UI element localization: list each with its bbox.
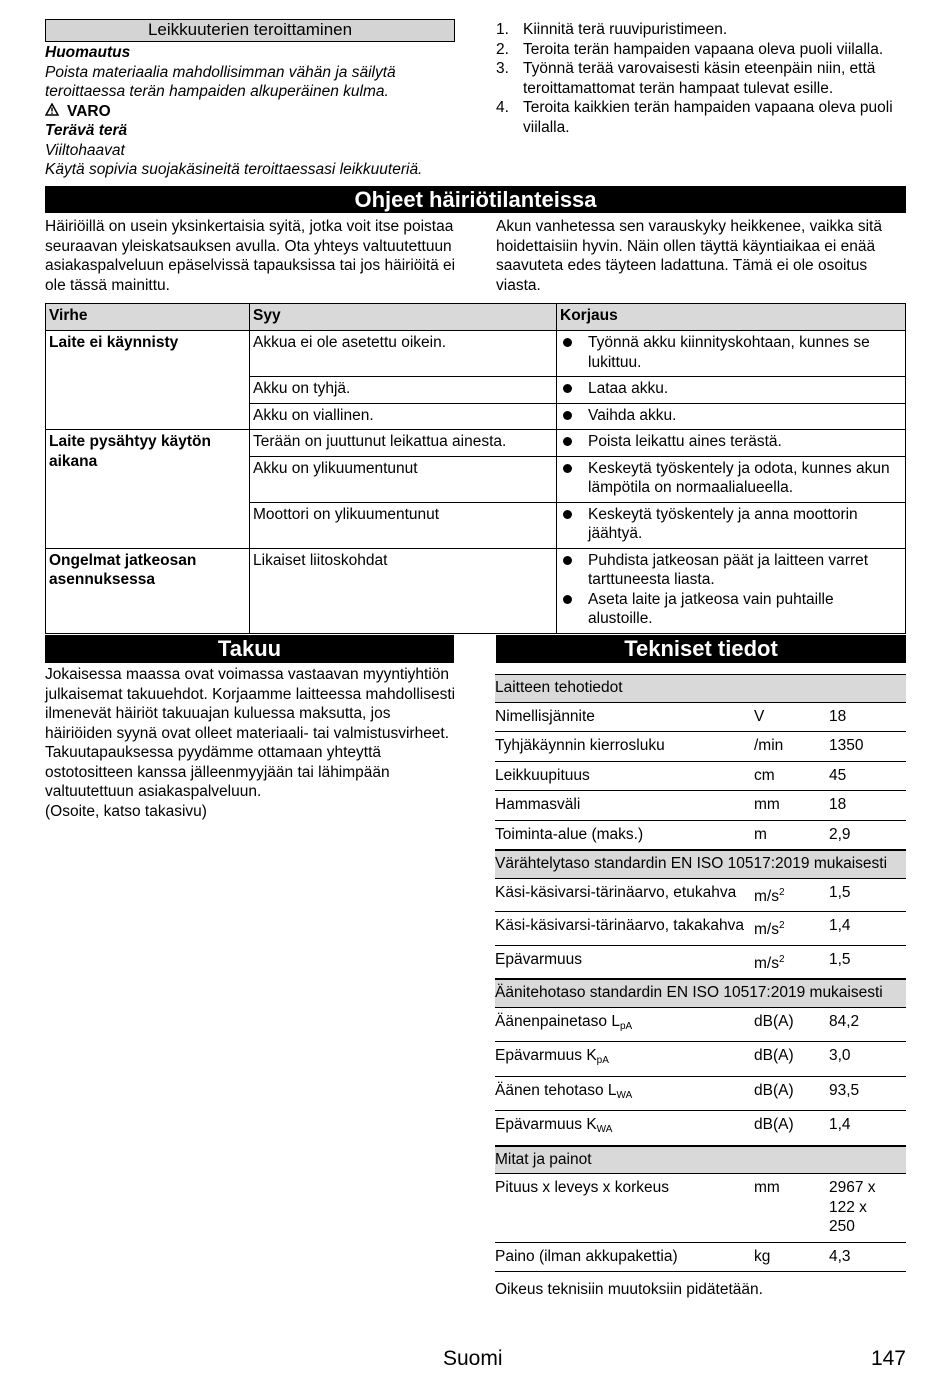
korjaus-cell: Keskeytä työskentely ja odota, kunnes akun lämpötila on normaalialueella. — [557, 456, 906, 502]
tech-row: Leikkuupituus cm 45 — [495, 762, 906, 792]
tech-row: Epävarmuus $K_{WA}$ dB(A) 1,4 — [495, 1111, 906, 1146]
bullet-icon — [563, 510, 572, 519]
table-row — [46, 331, 906, 377]
tech-section-vibration: Värähtelytaso standardin EN ISO 10517:2019 mukaisesti — [495, 850, 906, 879]
tech-row: Epävarmuus $K_{pA}$ dB(A) 3,0 — [495, 1042, 906, 1077]
bullet-icon — [563, 556, 572, 565]
syy-cell: Akku on tyhjä. — [250, 377, 557, 404]
tech-row: Paino (ilman akkupakettia) kg 4,3 — [495, 1243, 906, 1273]
virhe-cell: Laite pysähtyy käytön aikana — [46, 430, 250, 549]
tech-row: Käsi-käsivarsi-tärinäarvo, takakahva $m/s^2$ 1,4 — [495, 912, 906, 946]
trouble-table — [45, 303, 906, 634]
tech-section-dimensions: Mitat ja painot — [495, 1146, 906, 1175]
tech-row: Toiminta-alue (maks.) m 2,9 — [495, 821, 906, 851]
bullet-icon — [563, 464, 572, 473]
warning-label: VARO — [67, 102, 111, 120]
warning-text: Käytä sopivia suojakäsineitä teroittaessasi leikkuuteriä. — [45, 161, 423, 178]
warning-title: Terävä terä — [45, 122, 128, 139]
tech-footnote: Oikeus teknisiin muutoksiin pidätetään. — [495, 1281, 763, 1298]
korjaus-cell: Puhdista jatkeosan päät ja laitteen varret tarttuneesta liasta. Aseta laite ja jatkeosa vain puhtaille alustoille. — [557, 548, 906, 633]
tech-section-power: Laitteen tehotiedot — [495, 674, 906, 703]
virhe-cell: Laite ei käynnisty — [46, 331, 250, 430]
syy-cell: Terään on juuttunut leikattua ainesta. — [250, 430, 557, 457]
bullet-icon — [563, 338, 572, 347]
tech-row: Äänen tehotaso $L_{WA}$ dB(A) 93,5 — [495, 1077, 906, 1112]
sharpening-steps — [496, 20, 906, 137]
syy-cell: Akku on ylikuumentunut — [250, 456, 557, 502]
tech-row: Epävarmuus $m/s^2$ 1,5 — [495, 946, 906, 980]
table-header-row — [46, 304, 906, 331]
korjaus-cell: Työnnä akku kiinnityskohtaan, kunnes se lukittuu. — [557, 331, 906, 377]
tech-row: Käsi-käsivarsi-tärinäarvo, etukahva $m/s^2$ 1,5 — [495, 879, 906, 913]
sharpening-note — [45, 43, 457, 180]
tech-table — [495, 674, 906, 1300]
header-virhe: Virhe — [46, 304, 250, 331]
page-number: 147 — [870, 1347, 906, 1370]
syy-cell: Akku on viallinen. — [250, 403, 557, 430]
korjaus-cell: Keskeytä työskentely ja anna moottorin jäähtyä. — [557, 502, 906, 548]
tech-row: Äänenpainetaso $L_{pA}$ dB(A) 84,2 — [495, 1008, 906, 1043]
warranty-title: Takuu — [45, 635, 454, 663]
tech-row: Nimellisjännite V 18 — [495, 703, 906, 733]
step-item: 2. Teroita terän hampaiden vapaana oleva puoli viilalla. — [496, 40, 884, 58]
sharpening-title: Leikkuuterien teroittaminen — [45, 19, 455, 42]
note-label: Huomautus — [45, 44, 131, 61]
warranty-text — [45, 665, 456, 821]
warranty-address: (Osoite, katso takasivu) — [45, 802, 207, 820]
warranty-body: Jokaisessa maassa ovat voimassa vastaavan myyntiyhtiön julkaisemat takuuehdot. Korjaamme laitteessa mahdollisesti ilmenevät häiriöt takuuajan kuluessa maksutta, jos häiriöiden syynä ovat olleet materiaali- tai valmistusvirheet. Takuutapauksessa pyydämme ottamaan yhteyttä ostotositteen kanssa jälleenmyyjään tai lähimpään valtuutettuun asiakaspalveluun. — [45, 666, 456, 800]
header-syy: Syy — [250, 304, 557, 331]
footer-language: Suomi — [443, 1347, 503, 1370]
warning-sub: Viiltohaavat — [45, 141, 125, 159]
korjaus-cell: Lataa akku. — [557, 377, 906, 404]
korjaus-cell: Vaihda akku. — [557, 403, 906, 430]
tech-row: Pituus x leveys x korkeus mm 2967 x 122 x 250 — [495, 1174, 906, 1243]
note-text: Poista materiaalia mahdollisimman vähän ja säilytä teroittaessa terän hampaiden alkuperäinen kulma. — [45, 63, 396, 100]
step-item: 4. Teroita kaikkien terän hampaiden vapaana oleva puoli viilalla. — [496, 99, 893, 136]
bullet-icon — [563, 411, 572, 420]
syy-cell: Moottori on ylikuumentunut — [250, 502, 557, 548]
trouble-title: Ohjeet häiriötilanteissa — [45, 186, 906, 213]
virhe-cell: Ongelmat jatkeosan asennuksessa — [46, 548, 250, 633]
trouble-intro-right: Akun vanhetessa sen varauskyky heikkenee, vaikka sitä hoidettaisiin hyvin. Näin ollen täyttä käyntiaikaa ei enää saavuteta edes täyteen ladattuna. Tämä ei ole osoitus viasta. — [496, 218, 882, 294]
table-row — [46, 548, 906, 633]
trouble-intro-left: Häiriöillä on usein yksinkertaisia syitä, jotka voit itse poistaa seuraavan yleiskatsauksen avulla. Ota yhteys valtuutettuun asiakaspalveluun epäselvissä tapauksissa tai jos häiriöitä ei ole tässä mainittu. — [45, 218, 456, 294]
tech-section-noise: Äänitehotaso standardin EN ISO 10517:2019 mukaisesti — [495, 979, 906, 1008]
header-korjaus: Korjaus — [557, 304, 906, 331]
tech-row: Hammasväli mm 18 — [495, 791, 906, 821]
syy-cell: Likaiset liitoskohdat — [250, 548, 557, 633]
syy-cell: Akkua ei ole asetettu oikein. — [250, 331, 557, 377]
bullet-icon — [563, 437, 572, 446]
step-item: 1. Kiinnitä terä ruuvipuristimeen. — [496, 21, 728, 38]
warning-triangle-icon — [45, 102, 67, 122]
tech-title: Tekniset tiedot — [496, 635, 906, 663]
table-row — [46, 430, 906, 457]
bullet-icon — [563, 384, 572, 393]
tech-row: Tyhjäkäynnin kierrosluku /min 1350 — [495, 732, 906, 762]
step-item: 3. Työnnä terää varovaisesti käsin eteenpäin niin, että teroittamattomat terän hampaat tulevat esille. — [496, 60, 876, 97]
warning-heading — [45, 102, 457, 122]
korjaus-cell: Poista leikattu aines terästä. — [557, 430, 906, 457]
bullet-icon — [563, 595, 572, 604]
